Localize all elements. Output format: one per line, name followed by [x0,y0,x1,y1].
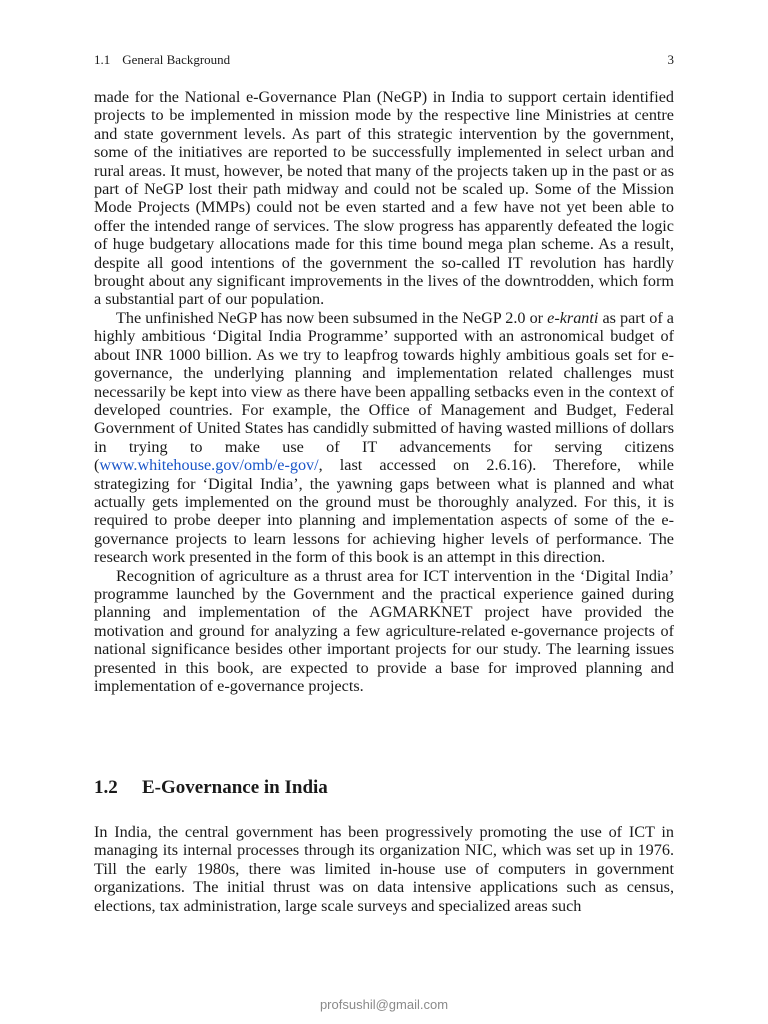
whitehouse-link[interactable]: www.whitehouse.gov/omb/e-gov/ [99,456,319,475]
paragraph-text: , last accessed on 2.6.16). Therefore, while strategizing for ‘Digital India’, the yawning gaps between what is planned and what actually gets implemented on the ground must be thoroughly analyzed. For this, it is required to probe deeper into planning and implementation aspects of some of the e-governance projects to learn lessons for achieving higher levels of performance. The research work presented in the form of this book is an attempt in this direction. [94,456,674,567]
running-head-section [94,52,230,68]
body-text-block [94,88,674,695]
running-head-section-number: 1.1 [94,52,111,67]
paragraph-continued: made for the National e-Governance Plan (NeGP) in India to support certain identified projects to be implemented in mission mode by the respective line Ministries at centre and state government levels. As part of this strategic intervention by the government, some of the initiatives are reported to be successfully implemented in select urban and rural areas. It must, however, be noted that many of the projects taken up in the past or as part of NeGP lost their path midway and could not be scaled up. Some of the Mission Mode Projects (MMPs) could not be even started and a few have not yet been able to offer the intended range of services. The slow progress has apparently defeated the logic of huge budgetary allocations made for this time bound mega plan scheme. As a result, despite all good intentions of the government the so-called IT revolution has hardly brought about any significant improvements in the lives of the downtrodden, which form a substantial part of our population. [94,88,674,309]
paragraph-text: The unfinished NeGP has now been subsumed in the NeGP 2.0 or [116,308,548,327]
page-number: 3 [667,52,674,67]
italic-term: e-kranti [547,308,599,327]
paragraph-text: as part of a highly ambitious ‘Digital India Programme’ supported with an astronomical budget of about INR 1000 billion. As we try to leapfrog towards highly ambitious goals set for e-governance, the underlying planning and implementation related challenges must necessarily be kept into view as there have been appalling setbacks even in the context of developed countries. For example, the Office of Management and Budget, Federal Government of United States has candidly submitted of having wasted millions of dollars in trying to make use of IT advancements for serving citizens ( [94,308,674,475]
footer-email: profsushil@gmail.com [319,997,449,1012]
section-heading-title: E-Governance in India [142,777,328,798]
running-head-section-title: General Background [122,52,231,67]
paragraph-egov-india: In India, the central government has been progressively promoting the use of ICT in managing its internal processes through its organization NIC, which was set up in 1976. Till the early 1980s, there was limited in-house use of computers in government organizations. The initial thrust was on data intensive applications such as census, elections, tax administration, large scale surveys and specialized areas such [94,823,674,915]
section-heading [94,777,328,799]
section-body-text [94,823,674,915]
section-heading-number: 1.2 [94,777,118,798]
running-head [94,52,674,68]
paragraph-agriculture: Recognition of agriculture as a thrust area for ICT intervention in the ‘Digital India’ programme launched by the Government and the practical experience gained during planning and implementation of the AGMARKNET project have provided the motivation and ground for analyzing a few agriculture-related e-governance projects of national significance besides other important projects for our study. The learning issues presented in this book, are expected to provide a base for improved planning and implementation of e-governance projects. [94,566,674,695]
paragraph-digital-india [94,309,674,567]
